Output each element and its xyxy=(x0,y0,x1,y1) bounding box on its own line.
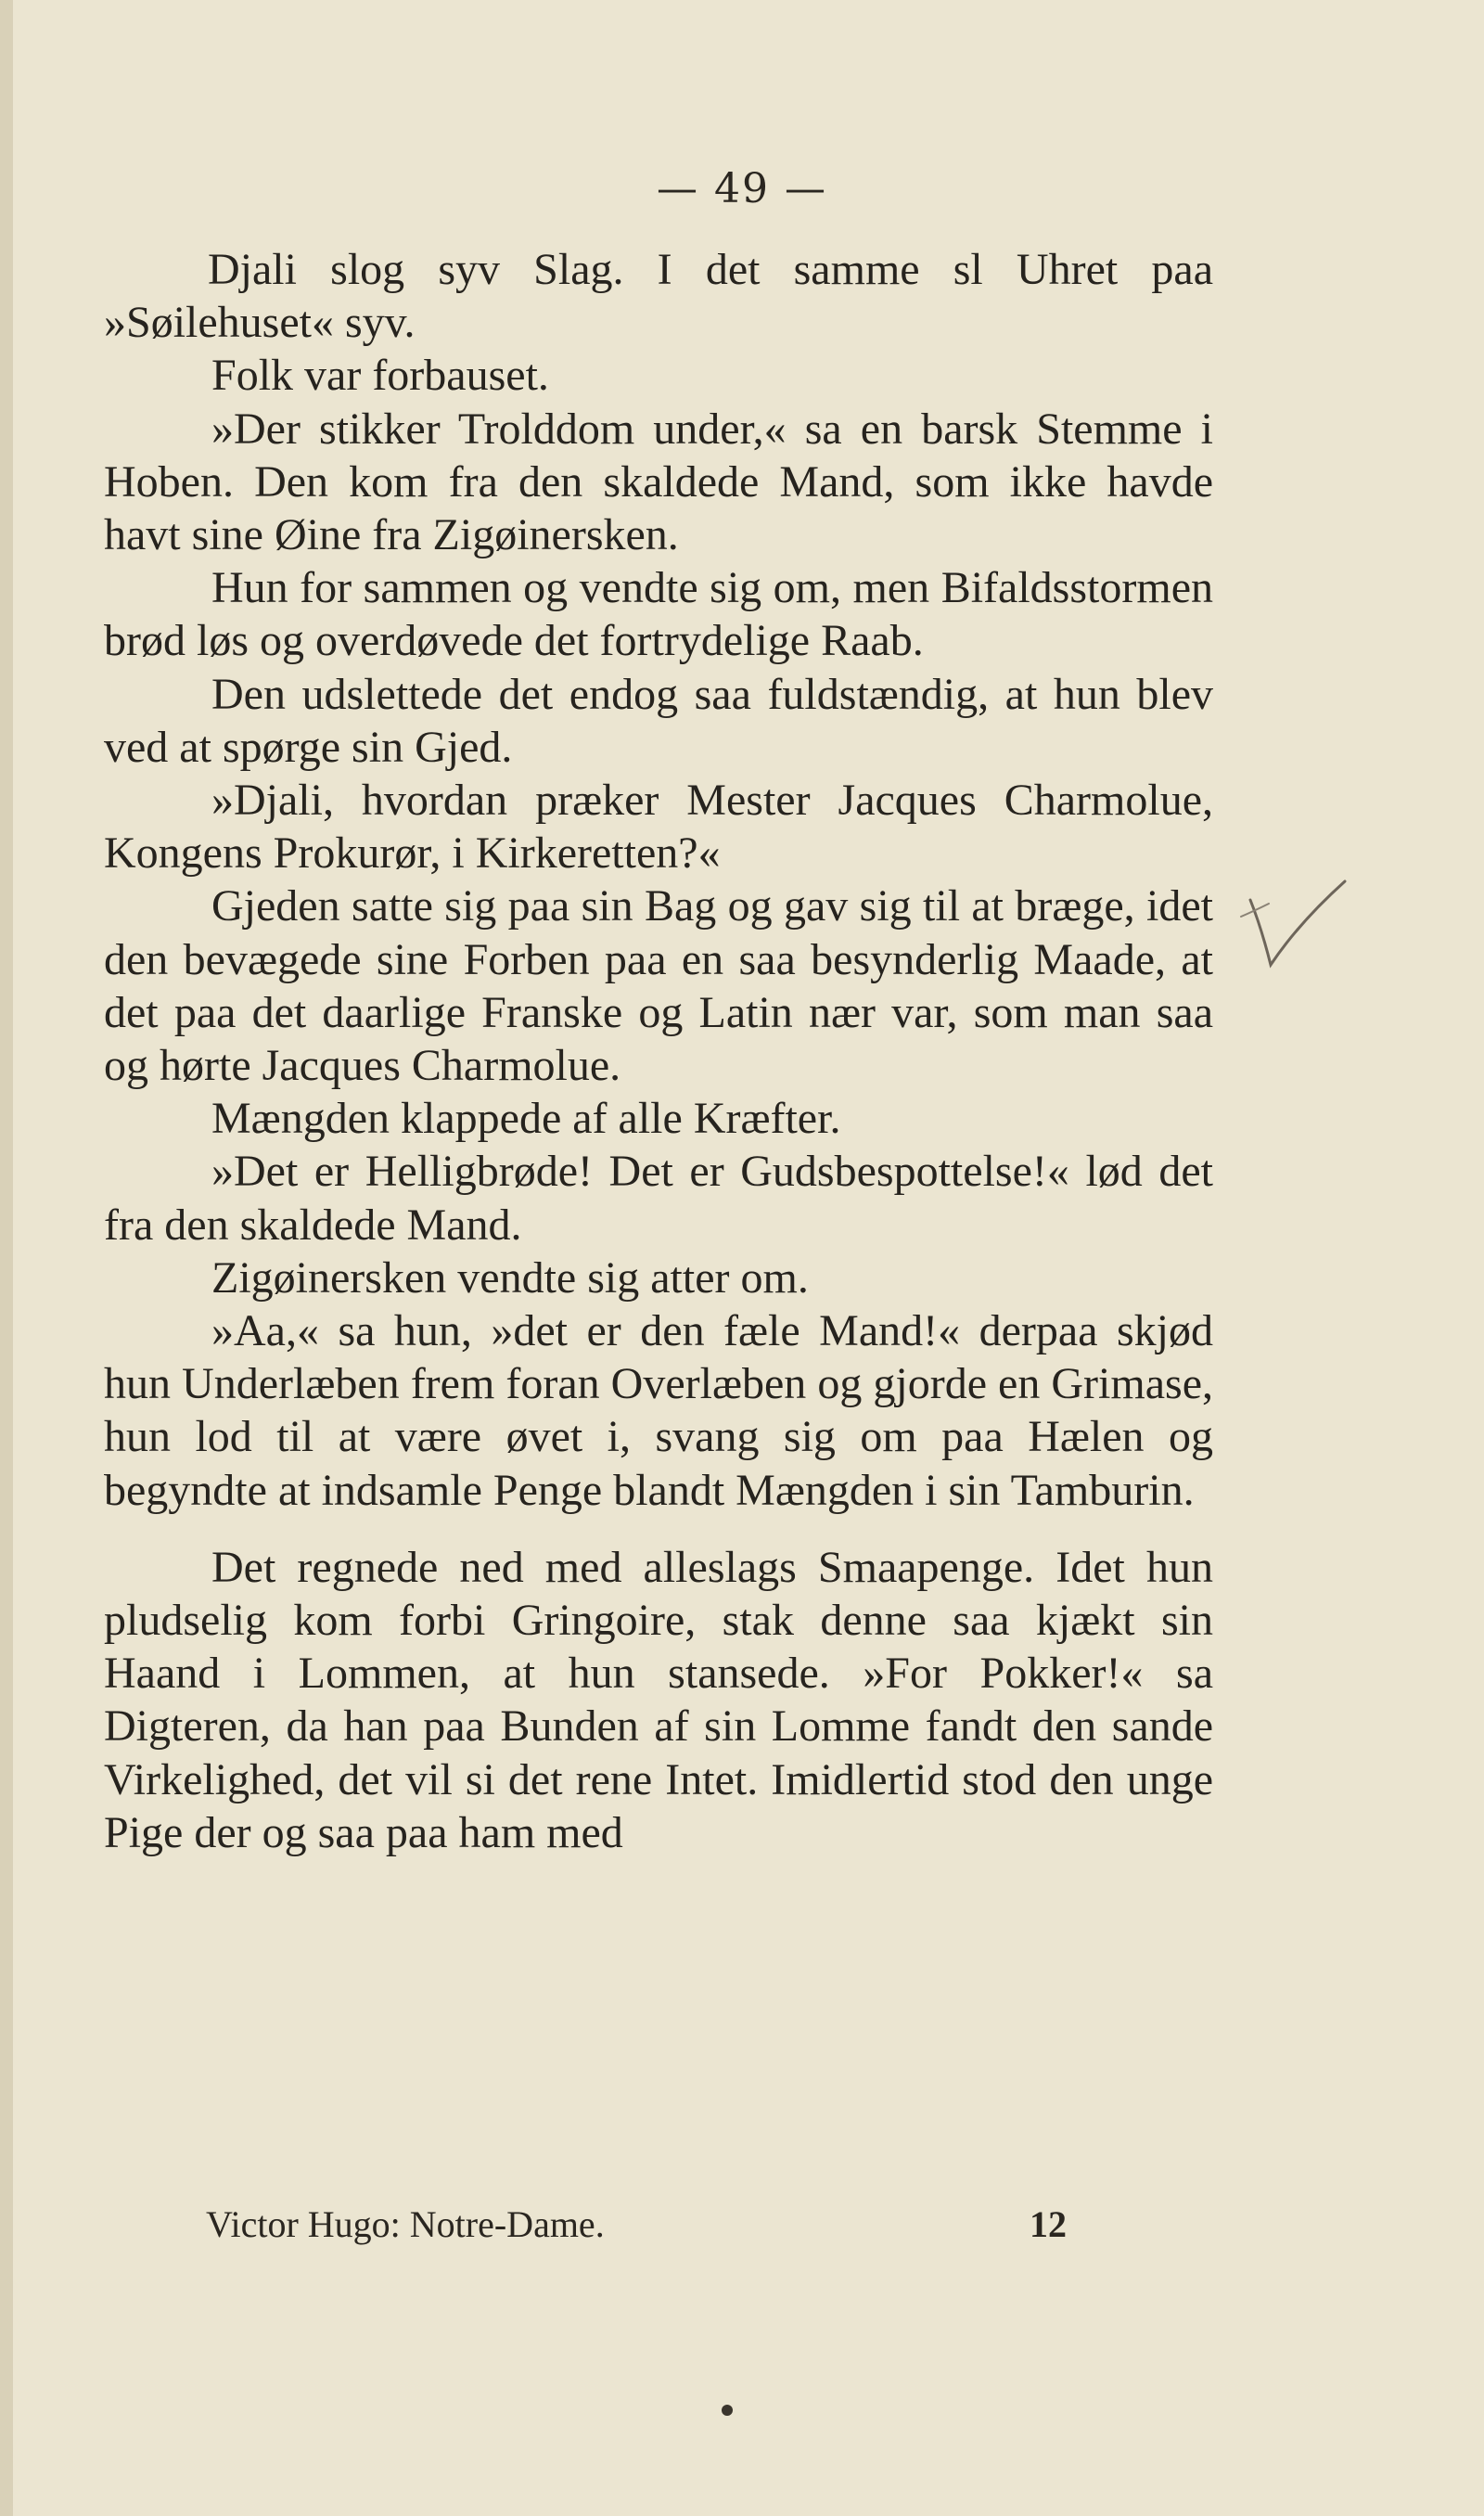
page-left-edge xyxy=(0,0,13,2516)
paragraph: »Aa,« sa hun, »det er den fæle Mand!« derpaa skjød hun Underlæben frem foran Overlæben og gjorde en Grimase, hun lod til at være øvet i, svang sig om paa Hælen og begyndte at indsamle Penge blandt Mængden i sin Tamburin. xyxy=(104,1306,1213,1515)
paragraph: Folk var forbauset. xyxy=(211,351,549,401)
signature-mark: 12 xyxy=(1030,2203,1067,2245)
ink-dot xyxy=(722,2405,733,2416)
page-number-header: — 49 — xyxy=(657,165,827,212)
paragraph: Den udslettede det endog saa fuldstændig, at hun blev ved at spørge sin Gjed. xyxy=(104,669,1213,772)
paragraph: Djali slog syv Slag. I det samme sl Uhret paa »Søilehuset« syv. xyxy=(104,245,1213,348)
page-footer xyxy=(206,2202,1096,2246)
paragraph: Hun for sammen og vendte sig om, men Bifaldsstormen brød løs og overdøvede det fortrydelige Raab. xyxy=(104,563,1213,666)
paragraph: »Det er Helligbrøde! Det er Gudsbespottelse!« lød det fra den skaldede Mand. xyxy=(104,1147,1213,1250)
paragraph: Mængden klappede af alle Kræfter. xyxy=(211,1094,841,1144)
paragraph: »Der stikker Trolddom under,« sa en barsk Stemme i Hoben. Den kom fra den skaldede Mand, som ikke havde havt sine Øine fra Zigøinersken. xyxy=(104,404,1213,560)
body-text xyxy=(104,243,1213,1859)
footer-title: Victor Hugo: Notre-Dame. xyxy=(206,2203,605,2245)
paragraph: Det regnede ned med alleslags Smaapenge. Idet hun pludselig kom forbi Gringoire, stak denne saa kjækt sin Haand i Lommen, at hun stansede. »For Pokker!« sa Digteren, da han paa Bunden af sin Lomme fandt den sande Virkelighed, det vil si det rene Intet. Imidlertid stod den unge Pige der og saa paa ham med xyxy=(104,1542,1213,1857)
paragraph: Gjeden satte sig paa sin Bag og gav sig til at bræge, idet den bevægede sine Forben paa en saa besynderlig Maade, at det paa det daarlige Franske og Latin nær var, som man saa og hørte Jacques Charmolue. xyxy=(104,881,1213,1091)
paragraph: »Djali, hvordan præker Mester Jacques Charmolue, Kongens Prokurør, i Kirkeretten?« xyxy=(104,776,1213,879)
paragraph: Zigøinersken vendte sig atter om. xyxy=(211,1252,809,1303)
pencil-check-mark xyxy=(1234,872,1373,974)
